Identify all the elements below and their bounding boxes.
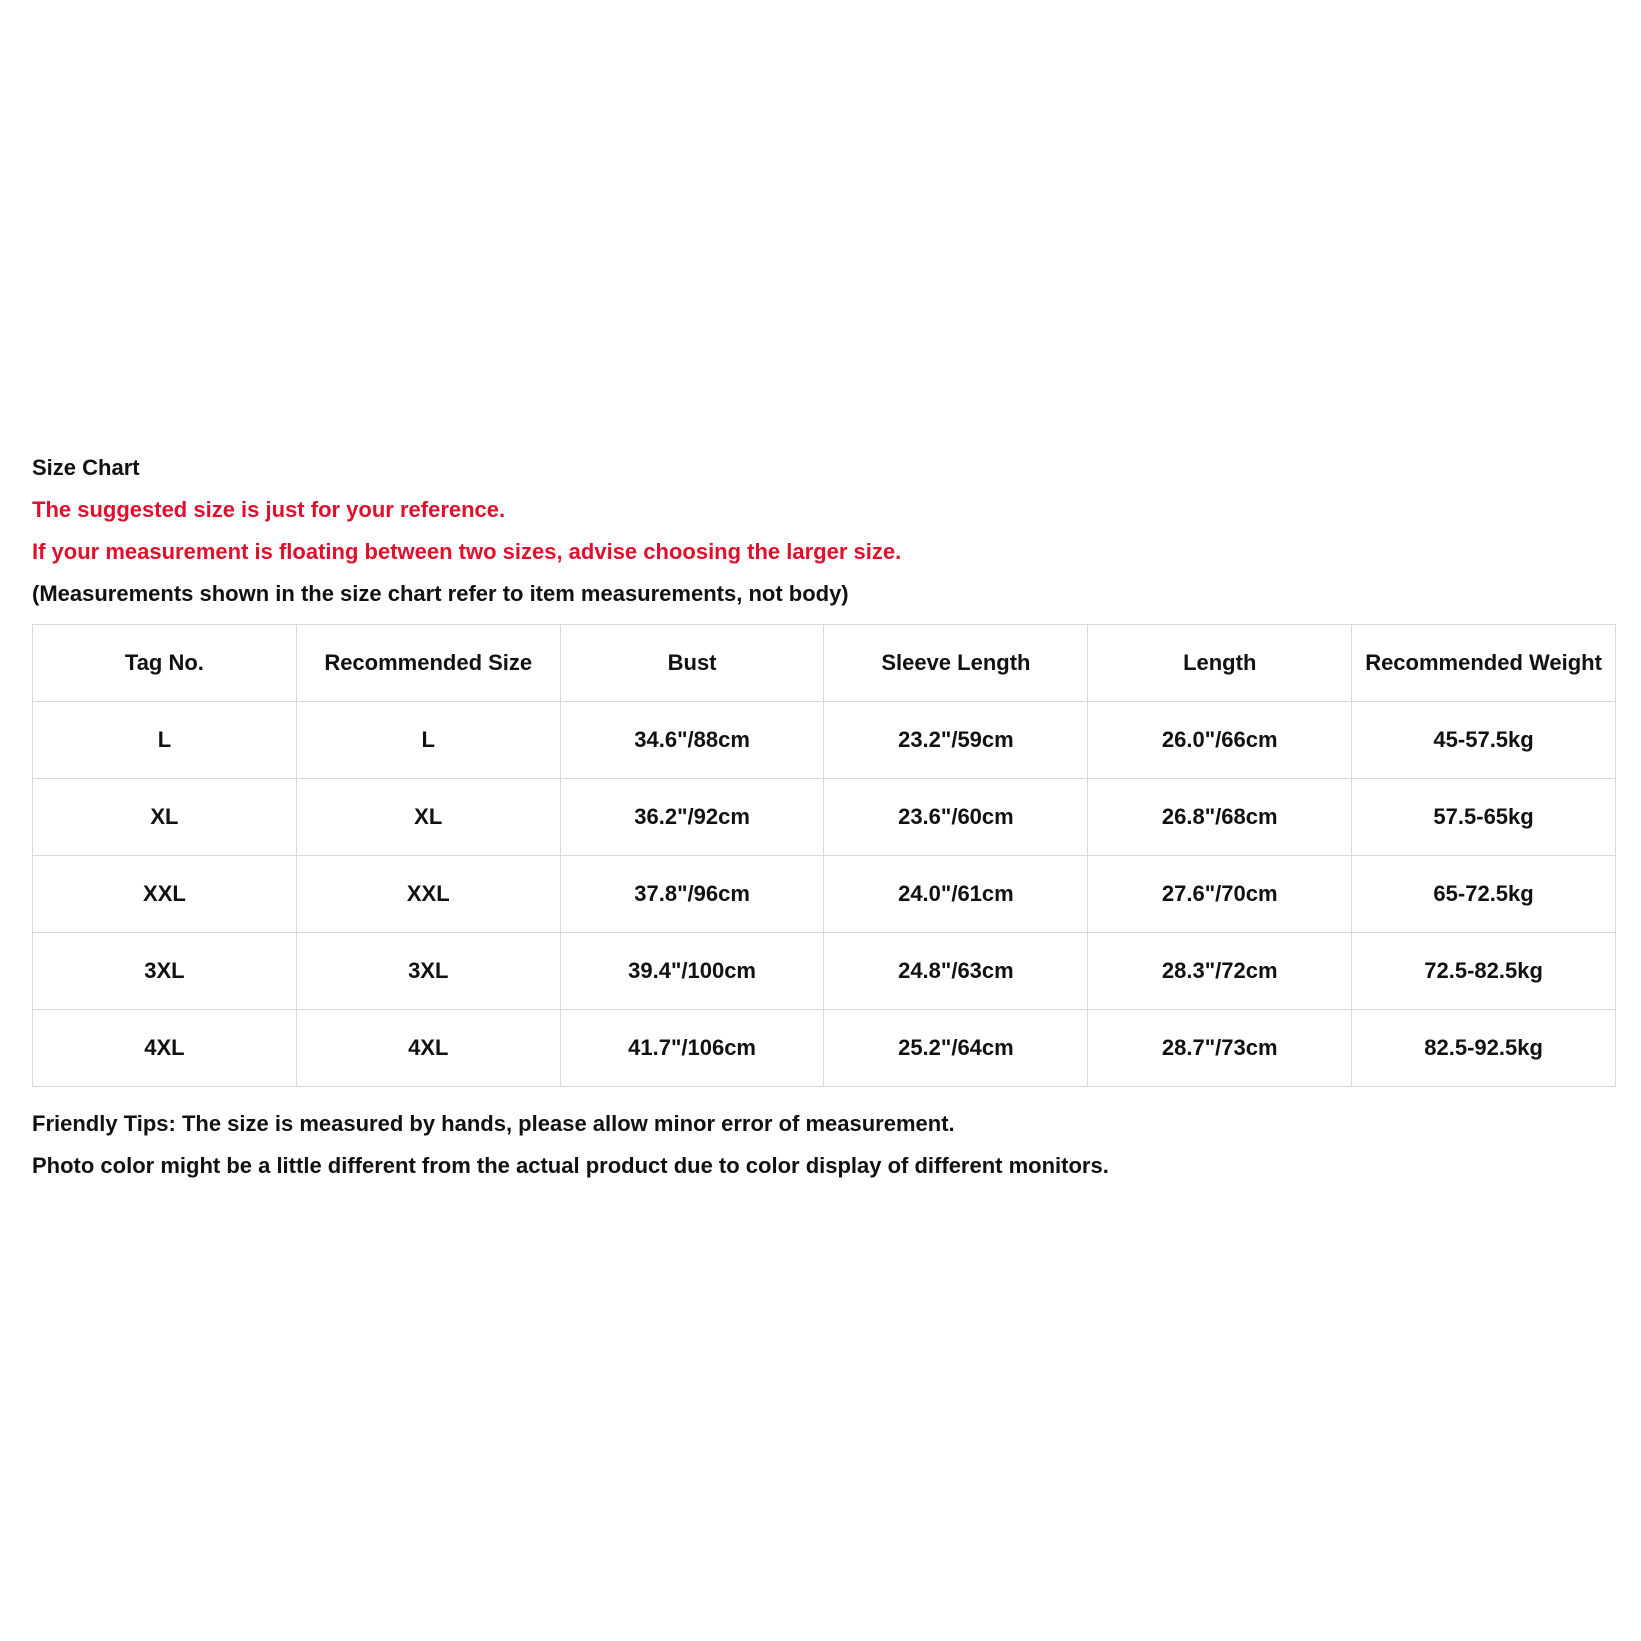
cell-sleeve-length: 24.8"/63cm bbox=[824, 933, 1088, 1010]
cell-tag-no: 3XL bbox=[33, 933, 297, 1010]
cell-sleeve-length: 25.2"/64cm bbox=[824, 1010, 1088, 1087]
cell-sleeve-length: 23.2"/59cm bbox=[824, 702, 1088, 779]
header-recommended-weight: Recommended Weight bbox=[1352, 625, 1616, 702]
cell-recommended-weight: 45-57.5kg bbox=[1352, 702, 1616, 779]
header-sleeve-length: Sleeve Length bbox=[824, 625, 1088, 702]
cell-length: 26.8"/68cm bbox=[1088, 779, 1352, 856]
page-title: Size Chart bbox=[32, 455, 140, 480]
footer-notes bbox=[32, 1103, 1616, 1187]
cell-length: 28.7"/73cm bbox=[1088, 1010, 1352, 1087]
cell-recommended-size: 3XL bbox=[296, 933, 560, 1010]
cell-recommended-weight: 57.5-65kg bbox=[1352, 779, 1616, 856]
cell-bust: 34.6"/88cm bbox=[560, 702, 824, 779]
table-row bbox=[33, 779, 1616, 856]
header-length: Length bbox=[1088, 625, 1352, 702]
reference-note: The suggested size is just for your reference. bbox=[32, 497, 506, 522]
friendly-tips: Friendly Tips: The size is measured by hands, please allow minor error of measurement. bbox=[32, 1111, 955, 1136]
cell-tag-no: XL bbox=[33, 779, 297, 856]
cell-recommended-size: XL bbox=[296, 779, 560, 856]
cell-recommended-size: L bbox=[296, 702, 560, 779]
table-row bbox=[33, 933, 1616, 1010]
header-bust: Bust bbox=[560, 625, 824, 702]
table-header-row bbox=[33, 625, 1616, 702]
larger-size-advice: If your measurement is floating between two sizes, advise choosing the larger size. bbox=[32, 539, 902, 564]
cell-recommended-size: XXL bbox=[296, 856, 560, 933]
cell-recommended-weight: 65-72.5kg bbox=[1352, 856, 1616, 933]
cell-bust: 41.7"/106cm bbox=[560, 1010, 824, 1087]
table-row bbox=[33, 856, 1616, 933]
cell-length: 28.3"/72cm bbox=[1088, 933, 1352, 1010]
cell-recommended-size: 4XL bbox=[296, 1010, 560, 1087]
cell-bust: 36.2"/92cm bbox=[560, 779, 824, 856]
cell-tag-no: L bbox=[33, 702, 297, 779]
cell-length: 27.6"/70cm bbox=[1088, 856, 1352, 933]
photo-color-note: Photo color might be a little different from the actual product due to color display of different monitors. bbox=[32, 1153, 1109, 1178]
cell-bust: 37.8"/96cm bbox=[560, 856, 824, 933]
cell-recommended-weight: 72.5-82.5kg bbox=[1352, 933, 1616, 1010]
cell-length: 26.0"/66cm bbox=[1088, 702, 1352, 779]
size-chart-sheet bbox=[32, 447, 1616, 1187]
table-row bbox=[33, 702, 1616, 779]
header-recommended-size: Recommended Size bbox=[296, 625, 560, 702]
size-table bbox=[32, 624, 1616, 1087]
header-tag-no: Tag No. bbox=[33, 625, 297, 702]
measurement-note: (Measurements shown in the size chart refer to item measurements, not body) bbox=[32, 581, 849, 606]
cell-sleeve-length: 23.6"/60cm bbox=[824, 779, 1088, 856]
cell-recommended-weight: 82.5-92.5kg bbox=[1352, 1010, 1616, 1087]
cell-tag-no: 4XL bbox=[33, 1010, 297, 1087]
table-row bbox=[33, 1010, 1616, 1087]
cell-bust: 39.4"/100cm bbox=[560, 933, 824, 1010]
cell-tag-no: XXL bbox=[33, 856, 297, 933]
cell-sleeve-length: 24.0"/61cm bbox=[824, 856, 1088, 933]
